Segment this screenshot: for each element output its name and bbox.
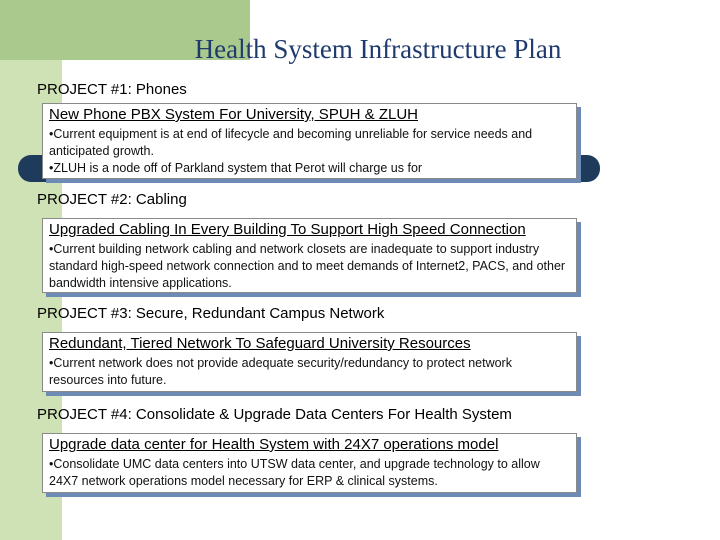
project-1-card-body bbox=[49, 126, 570, 177]
project-3-card bbox=[42, 332, 577, 392]
project-4-card-body bbox=[49, 456, 570, 490]
project-1-card-title: New Phone PBX System For University, SPUH & ZLUH bbox=[49, 106, 418, 123]
slide-title: Health System Infrastructure Plan bbox=[194, 34, 562, 64]
project-2-card-body bbox=[49, 241, 570, 292]
project-2-bullet-1: •Current building network cabling and network closets are inadequate to support industry standard high-speed network connection and to meet demands of Internet2, PACS, and other bandwidth intensive applications. bbox=[49, 242, 566, 290]
project-3-card-body bbox=[49, 355, 570, 389]
project-3-heading: PROJECT #3: Secure, Redundant Campus Network bbox=[37, 305, 385, 322]
project-1-bullet-2: •ZLUH is a node off of Parkland system that Perot will charge us for bbox=[49, 161, 423, 175]
project-4-bullet-1: •Consolidate UMC data centers into UTSW data center, and upgrade technology to allow 24X7 network operations model necessary for ERP & clinical systems. bbox=[49, 457, 540, 488]
project-2-card bbox=[42, 218, 577, 293]
project-2-card-title: Upgraded Cabling In Every Building To Support High Speed Connection bbox=[49, 221, 526, 238]
project-2-heading: PROJECT #2: Cabling bbox=[37, 191, 187, 208]
project-3-card-title: Redundant, Tiered Network To Safeguard University Resources bbox=[49, 335, 471, 352]
project-4-heading: PROJECT #4: Consolidate & Upgrade Data Centers For Health System bbox=[37, 406, 512, 423]
project-3-bullet-1: •Current network does not provide adequate security/redundancy to protect network resources into future. bbox=[49, 356, 512, 387]
project-1-bullet-1: •Current equipment is at end of lifecycle and becoming unreliable for service needs and anticipated growth. bbox=[49, 127, 533, 158]
project-1-card bbox=[42, 103, 577, 179]
project-4-card bbox=[42, 433, 577, 493]
project-1-heading: PROJECT #1: Phones bbox=[37, 81, 187, 98]
project-4-card-title: Upgrade data center for Health System with 24X7 operations model bbox=[49, 436, 499, 453]
